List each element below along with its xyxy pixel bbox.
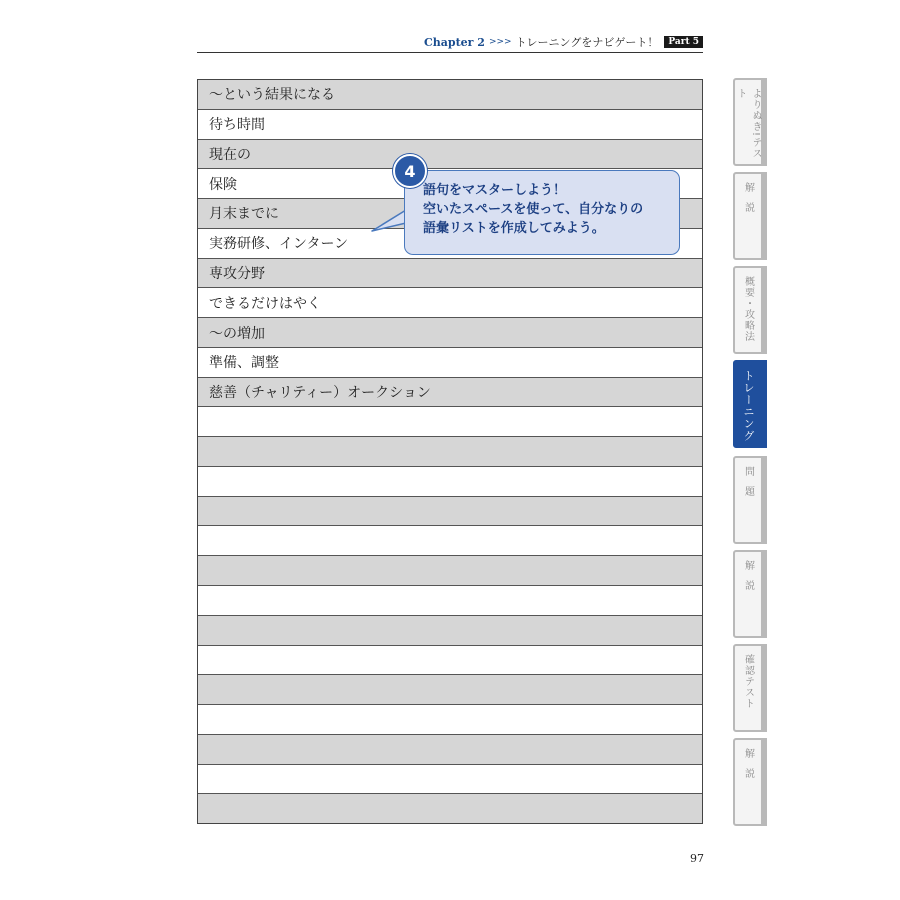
table-row (198, 437, 702, 467)
callout-number-badge: 4 (393, 154, 427, 188)
table-row (198, 765, 702, 795)
table-row (198, 705, 702, 735)
callout-line-1: 語句をマスターしよう！ (423, 183, 567, 198)
table-row (198, 497, 702, 527)
table-row: できるだけはやく (198, 288, 702, 318)
tab-label: よりぬき!テスト (735, 88, 761, 160)
tab-label: 確認テスト (742, 654, 754, 709)
table-row (198, 467, 702, 497)
tab-gaiyou[interactable] (733, 266, 767, 354)
tab-label: 解説 (742, 182, 754, 222)
chapter-label: Chapter 2 (424, 35, 485, 49)
table-row (198, 526, 702, 556)
table-row (198, 407, 702, 437)
tab-label: 概要・攻略法 (742, 276, 754, 342)
table-row (198, 616, 702, 646)
callout-line-2: 空いたスペースを使って、自分なりの (423, 202, 644, 217)
table-row: ～という結果になる (198, 80, 702, 110)
tab-yorinuki-test[interactable] (733, 78, 767, 166)
tip-callout (404, 170, 680, 255)
tab-label: 解説 (742, 560, 754, 600)
header-title: トレーニングをナビゲート！ (515, 36, 659, 49)
table-row (198, 556, 702, 586)
tab-training[interactable] (733, 360, 767, 448)
table-row: 現在の (198, 140, 702, 170)
table-row: 待ち時間 (198, 110, 702, 140)
table-row: 保険 (198, 169, 702, 199)
table-row: ～の増加 (198, 318, 702, 348)
chapter-separator: >>> (488, 37, 512, 47)
callout-line-3: 語彙リストを作成してみよう。 (423, 221, 605, 236)
tab-label: 問題 (742, 466, 754, 506)
page-header (197, 32, 703, 53)
table-row: 実務研修、インターン (198, 229, 702, 259)
tab-label: 解説 (742, 748, 754, 788)
table-row (198, 794, 702, 823)
page-number: 97 (690, 852, 704, 865)
table-row: 準備、調整 (198, 348, 702, 378)
table-row: 慈善（チャリティー）オークション (198, 378, 702, 408)
table-row (198, 735, 702, 765)
tab-kaisetsu-2[interactable] (733, 550, 767, 638)
table-row: 月末までに (198, 199, 702, 229)
tab-kaisetsu-3[interactable] (733, 738, 767, 826)
tab-mondai[interactable] (733, 456, 767, 544)
part-badge: Part 5 (664, 36, 703, 48)
tab-kakunin-test[interactable] (733, 644, 767, 732)
table-row (198, 646, 702, 676)
tab-label: トレーニング (742, 370, 755, 442)
table-row (198, 586, 702, 616)
tab-kaisetsu-1[interactable] (733, 172, 767, 260)
table-row (198, 675, 702, 705)
table-row: 専攻分野 (198, 259, 702, 289)
